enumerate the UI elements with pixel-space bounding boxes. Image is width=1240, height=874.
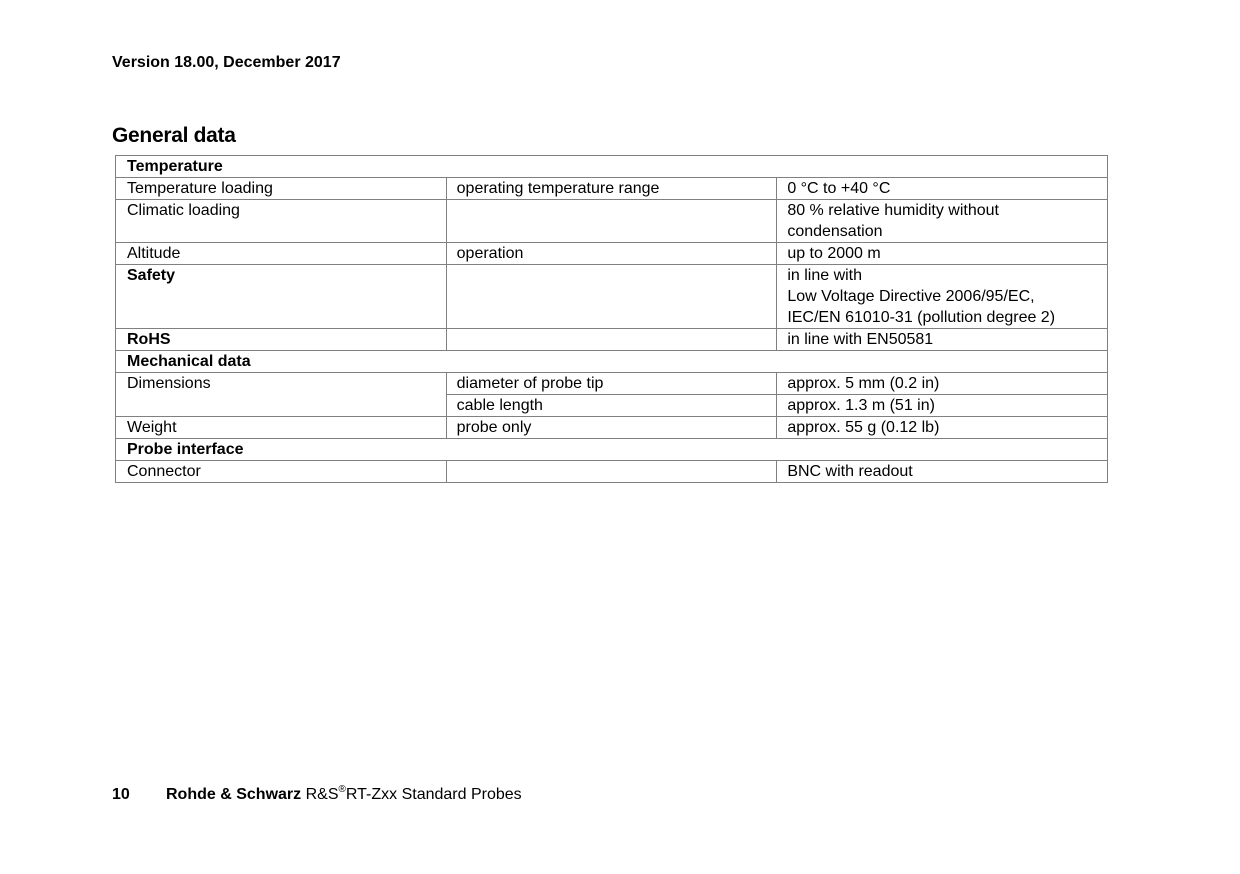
altitude-value: up to 2000 m xyxy=(777,243,1108,265)
connector-value: BNC with readout xyxy=(777,461,1108,483)
safety-value-line: Low Voltage Directive 2006/95/EC, xyxy=(787,288,1035,305)
general-data-table xyxy=(115,155,1108,483)
climatic-value-line: 80 % relative humidity without xyxy=(787,202,999,219)
climatic-loading-value xyxy=(777,200,1108,243)
table-row xyxy=(116,200,1108,243)
temperature-loading-condition: operating temperature range xyxy=(446,178,777,200)
page-number: 10 xyxy=(112,786,130,803)
climatic-loading-label: Climatic loading xyxy=(116,200,447,243)
climatic-loading-condition xyxy=(446,200,777,243)
table-row xyxy=(116,461,1108,483)
weight-condition: probe only xyxy=(446,417,777,439)
table-row xyxy=(116,178,1108,200)
rohs-label: RoHS xyxy=(116,329,447,351)
table-row xyxy=(116,265,1108,329)
temperature-loading-value: 0 °C to +40 °C xyxy=(777,178,1108,200)
table-row xyxy=(116,243,1108,265)
safety-value-line: in line with xyxy=(787,267,863,284)
dimensions-cable-value: approx. 1.3 m (51 in) xyxy=(777,395,1108,417)
weight-value: approx. 55 g (0.12 lb) xyxy=(777,417,1108,439)
section-title: General data xyxy=(112,124,236,147)
temperature-heading: Temperature xyxy=(116,156,1108,178)
climatic-value-line: condensation xyxy=(787,223,883,240)
connector-label: Connector xyxy=(116,461,447,483)
table-row xyxy=(116,439,1108,461)
page-footer xyxy=(112,786,522,804)
footer-product-prefix: R&S xyxy=(305,786,339,803)
altitude-condition: operation xyxy=(446,243,777,265)
table-row xyxy=(116,373,1108,395)
safety-value-line: IEC/EN 61010-31 (pollution degree 2) xyxy=(787,309,1056,326)
dimensions-tip-value: approx. 5 mm (0.2 in) xyxy=(777,373,1108,395)
footer-product-name: RT-Zxx Standard Probes xyxy=(345,786,522,803)
probe-interface-heading: Probe interface xyxy=(116,439,1108,461)
footer-brand: Rohde & Schwarz xyxy=(166,786,302,803)
safety-label: Safety xyxy=(116,265,447,329)
temperature-loading-label: Temperature loading xyxy=(116,178,447,200)
dimensions-label: Dimensions xyxy=(116,373,447,417)
weight-label: Weight xyxy=(116,417,447,439)
document-version: Version 18.00, December 2017 xyxy=(112,54,341,71)
connector-condition xyxy=(446,461,777,483)
table-row xyxy=(116,351,1108,373)
rohs-condition xyxy=(446,329,777,351)
safety-value xyxy=(777,265,1108,329)
table-row xyxy=(116,417,1108,439)
table-row xyxy=(116,156,1108,178)
mechanical-data-heading: Mechanical data xyxy=(116,351,1108,373)
dimensions-cable-condition: cable length xyxy=(446,395,777,417)
safety-condition xyxy=(446,265,777,329)
altitude-label: Altitude xyxy=(116,243,447,265)
dimensions-tip-condition: diameter of probe tip xyxy=(446,373,777,395)
rohs-value: in line with EN50581 xyxy=(777,329,1108,351)
table-row xyxy=(116,329,1108,351)
registered-mark: ® xyxy=(338,784,346,795)
